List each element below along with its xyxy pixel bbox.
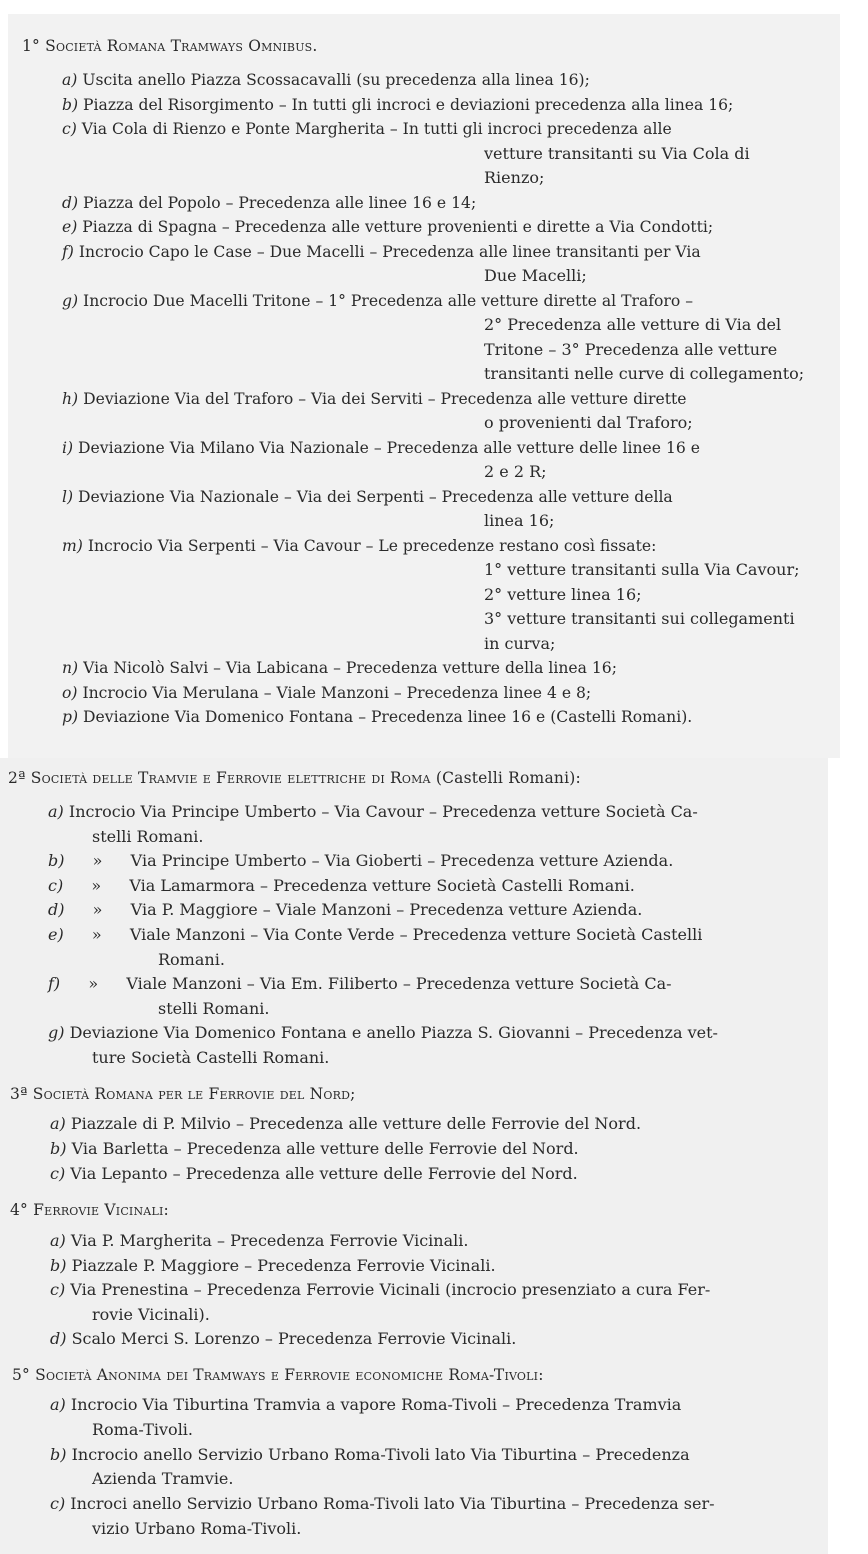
section-number: 1° [22,37,41,55]
item-text: Incrocio Via Principe Umberto – Via Cavour – Precedenza vetture Società Ca- [68,802,698,821]
list-item [48,898,642,923]
item-letter: a) [50,1114,66,1133]
section-heading [10,1201,169,1219]
item-continuation: Rienzo; [484,168,545,187]
item-letter: b) [50,1444,67,1464]
list-item [62,705,692,730]
item-letter: c) [48,875,64,895]
list-item [48,1021,718,1046]
item-continuation: Tritone – 3° Precedenza alle vetture [484,339,778,359]
item-letter: l) [62,487,74,506]
item-continuation: ture Società Castelli Romani. [92,1048,330,1067]
list-item [48,800,698,825]
section-title: Società Anonima dei Tramways e Ferrovie economiche Roma-Tivoli: [35,1366,544,1384]
item-text: Deviazione Via Domenico Fontana e anello Piazza S. Giovanni – Precedenza vet- [69,1023,718,1043]
item-letter: c) [50,1494,66,1514]
item-continuation: vetture transitanti su Via Cola di [484,143,750,163]
item-continuation: Roma-Tivoli. [92,1419,194,1439]
item-letter: n) [62,659,79,677]
list-item [50,1327,516,1352]
ditto-mark: » [92,900,103,920]
item-letter: a) [50,1395,66,1414]
list-item [62,93,733,118]
item-text: Via Principe Umberto – Via Gioberti – Precedenza vetture Azienda. [130,851,674,871]
item-text: Piazzale P. Maggiore – Precedenza Ferrovie Vicinali. [71,1255,496,1275]
list-item [62,289,693,314]
list-item [50,1393,681,1418]
list-item [50,1278,710,1303]
ditto-mark: » [91,875,102,895]
section-title-suffix: (Castelli Romani): [435,769,581,787]
item-letter: f) [48,974,61,994]
item-letter: d) [62,193,79,212]
item-text: Uscita anello Piazza Scossacavalli (su precedenza alla linea 16); [82,71,590,89]
section-title: Società delle Tramvie e Ferrovie elettriche di Roma [30,769,431,787]
item-continuation: 2 e 2 R; [484,462,547,481]
item-letter: c) [50,1280,66,1299]
item-text: Piazza di Spagna – Precedenza alle vetture provenienti e dirette a Via Condotti; [82,218,714,236]
item-text: Piazzale di P. Milvio – Precedenza alle vetture delle Ferrovie del Nord. [70,1114,642,1133]
item-text: Via Cola di Rienzo e Ponte Margherita – In tutti gli incroci precedenza alle [81,120,672,138]
item-text: Incrocio Via Tiburtina Tramvia a vapore Roma-Tivoli – Precedenza Tramvia [70,1395,682,1414]
section-title: Società Romana Tramways Omnibus. [45,37,318,55]
item-letter: g) [62,291,79,310]
item-text: Deviazione Via Nazionale – Via dei Serpenti – Precedenza alle vetture della [78,487,673,506]
list-item [50,1137,579,1162]
item-continuation: Romani. [158,949,225,969]
section-heading [12,1366,544,1384]
item-text: Incrocio Capo le Case – Due Macelli – Precedenza alle linee transitanti per Via [78,242,701,261]
item-text: Incrocio Via Serpenti – Via Cavour – Le precedenze restano così fissate: [87,536,657,555]
list-item [50,1162,578,1187]
item-letter: e) [48,925,64,944]
item-letter: a) [48,802,64,821]
list-item [48,849,673,874]
item-letter: i) [62,438,74,457]
item-text: Deviazione Via Domenico Fontana – Precedenza linee 16 e (Castelli Romani). [83,708,693,726]
item-letter: d) [50,1329,67,1348]
item-letter: d) [48,900,65,920]
item-text: Viale Manzoni – Via Em. Filiberto – Precedenza vetture Società Ca- [126,974,672,994]
ditto-mark: » [91,925,102,944]
item-text: Deviazione Via del Traforo – Via dei Serviti – Precedenza alle vetture dirette [83,389,687,408]
list-item [62,191,476,216]
item-text: Via Lamarmora – Precedenza vetture Società Castelli Romani. [129,875,635,895]
list-item [62,117,672,142]
item-text: Incroci anello Servizio Urbano Roma-Tivoli lato Via Tiburtina – Precedenza ser- [70,1494,715,1514]
item-letter: m) [62,536,83,555]
item-text: Via P. Margherita – Precedenza Ferrovie Vicinali. [70,1231,469,1250]
item-letter: b) [62,95,79,114]
item-continuation: 2° vetture linea 16; [484,584,642,604]
item-letter: a) [50,1231,66,1250]
list-item [62,485,673,510]
list-item [48,972,672,997]
section-heading [10,1085,356,1103]
item-continuation: rovie Vicinali). [92,1304,210,1324]
item-text: Via Barletta – Precedenza alle vetture delle Ferrovie del Nord. [71,1138,579,1158]
item-letter: c) [50,1163,66,1183]
section-heading [22,37,318,55]
item-text: Via P. Maggiore – Viale Manzoni – Precedenza vetture Azienda. [130,900,643,920]
item-text: Deviazione Via Milano Via Nazionale – Precedenza alle vetture delle linee 16 e [78,438,700,457]
section-number: 2ª [8,769,26,787]
ditto-mark: » [88,974,99,994]
item-letter: p) [62,708,79,726]
item-continuation: transitanti nelle curve di collegamento; [484,364,805,383]
item-letter: b) [48,851,65,871]
item-letter: a) [62,71,78,89]
item-text: Piazza del Popolo – Precedenza alle linee 16 e 14; [83,193,477,212]
item-letter: b) [50,1138,67,1158]
section-number: 4° [10,1201,29,1219]
item-text: Incrocio Due Macelli Tritone – 1° Precedenza alle vetture dirette al Traforo – [83,291,694,310]
list-item [50,1492,715,1517]
list-item [62,68,590,93]
list-item [62,387,687,412]
list-item [62,436,700,461]
list-item [50,1443,690,1468]
item-text: Via Lepanto – Precedenza alle vetture delle Ferrovie del Nord. [70,1163,578,1183]
item-continuation: stelli Romani. [92,826,204,846]
section-number: 3ª [10,1085,28,1103]
item-text: Via Nicolò Salvi – Via Labicana – Precedenza vetture della linea 16; [83,659,617,677]
section-heading [8,769,581,787]
item-continuation: 1° vetture transitanti sulla Via Cavour; [484,560,800,579]
item-letter: h) [62,389,79,408]
ditto-mark: » [92,851,103,871]
item-letter: c) [62,120,77,138]
item-letter: e) [62,218,78,236]
item-text: Incrocio anello Servizio Urbano Roma-Tivoli lato Via Tiburtina – Precedenza [71,1444,690,1464]
list-item [50,1229,468,1254]
section-title: Ferrovie Vicinali: [33,1201,169,1219]
list-item [62,215,713,240]
item-continuation: 3° vetture transitanti sui collegamenti [484,609,795,628]
list-item [62,534,656,559]
list-item [50,1112,641,1137]
item-text: Incrocio Via Merulana – Viale Manzoni – Precedenza linee 4 e 8; [82,683,592,702]
list-item [50,1254,496,1279]
list-item [62,240,701,265]
list-item [48,874,635,899]
item-continuation: 2° Precedenza alle vetture di Via del [484,315,782,334]
item-letter: o) [62,683,78,702]
item-text: Viale Manzoni – Via Conte Verde – Precedenza vetture Società Castelli [129,925,703,944]
item-continuation: in curva; [484,633,556,653]
item-letter: b) [50,1255,67,1275]
section-title: Società Romana per le Ferrovie del Nord; [32,1085,356,1103]
item-continuation: o provenienti dal Traforo; [484,413,693,432]
list-item [62,656,617,681]
item-letter: g) [48,1023,65,1043]
item-continuation: Azienda Tramvie. [92,1469,234,1489]
item-continuation: Due Macelli; [484,266,587,285]
item-continuation: linea 16; [484,511,555,530]
item-letter: f) [62,242,74,261]
item-text: Piazza del Risorgimento – In tutti gli incroci e deviazioni precedenza alla linea 16; [83,95,734,114]
section-number: 5° [12,1366,31,1384]
item-continuation: vizio Urbano Roma-Tivoli. [92,1519,302,1538]
item-text: Via Prenestina – Precedenza Ferrovie Vicinali (incrocio presenziato a cura Fer- [70,1280,711,1299]
item-continuation: stelli Romani. [158,998,270,1018]
list-item [48,923,702,948]
list-item [62,681,591,706]
item-text: Scalo Merci S. Lorenzo – Precedenza Ferrovie Vicinali. [71,1329,517,1348]
